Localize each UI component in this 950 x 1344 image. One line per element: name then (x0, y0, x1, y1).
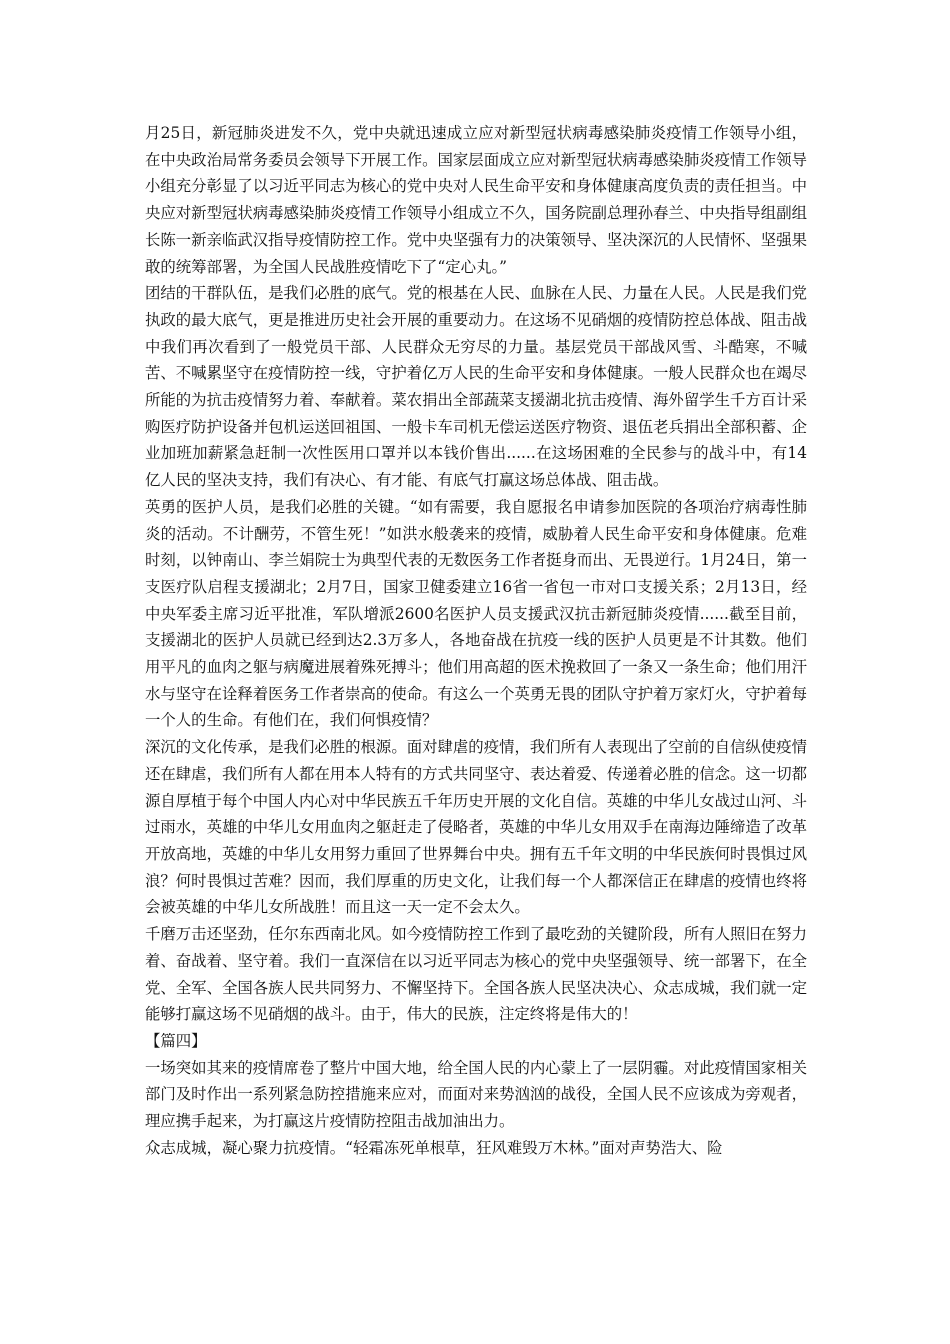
paragraph-2: 团结的干群队伍，是我们必胜的底气。党的根基在人民、血脉在人民、力量在人民。人民是我们党执政的最大底气，更是推进历史社会开展的重要动力。在这场不见硝烟的疫情防控总体战、阻击战中我们再次看到了一般党员干部、人民群众无穷尽的力量。基层党员干部战风雪、斗酷寒，不喊苦、不喊累坚守在疫情防控一线，守护着亿万人民的生命平安和身体健康。一般人民群众也在竭尽所能的为抗击疫情努力着、奉献着。菜农捐出全部蔬菜支援湖北抗击疫情、海外留学生千方百计采购医疗防护设备并包机运送回祖国、一般卡车司机无偿运送医疗物资、退伍老兵捐出全部积蓄、企业加班加薪紧急赶制一次性医用口罩并以本钱价售出......在这场困难的全民参与的战斗中，有14亿人民的坚决支持，我们有决心、有才能、有底气打赢这场总体战、阻击战。 (145, 284, 807, 490)
paragraph-6: 一场突如其来的疫情席卷了整片中国大地，给全国人民的内心蒙上了一层阴霾。对此疫情国家相关部门及时作出一系列紧急防控措施来应对，而面对来势汹汹的战役，全国人民不应该成为旁观者，理应携手起来，为打赢这片疫情防控阻击战加油出力。 (145, 1058, 807, 1131)
paragraph-3: 英勇的医护人员，是我们必胜的关键。“如有需要，我自愿报名申请参加医院的各项治疗病毒性肺炎的活动。不计酬劳，不管生死！”如洪水般袭来的疫情，威胁着人民生命平安和身体健康。危难时刻，以钟南山、李兰娟院士为典型代表的无数医务工作者挺身而出、无畏逆行。1月24日，第一支医疗队启程支援湖北；2月7日，国家卫健委建立16省一省包一市对口支援关系；2月13日，经中央军委主席习近平批准，军队增派2600名医护人员支援武汉抗击新冠肺炎疫情......截至目前，支援湖北的医护人员就已经到达2.3万多人，各地奋战在抗疫一线的医护人员更是不计其数。他们用平凡的血肉之躯与病魔进展着殊死搏斗；他们用高超的医术挽救回了一条又一条生命；他们用汗水与坚守在诠释着医务工作者崇高的使命。有这么一个英勇无畏的团队守护着万家灯火，守护着每一个人的生命。有他们在，我们何惧疫情？ (145, 497, 807, 730)
paragraph-1: 月25日，新冠肺炎进发不久，党中央就迅速成立应对新型冠状病毒感染肺炎疫情工作领导小组，在中央政治局常务委员会领导下开展工作。国家层面成立应对新型冠状病毒感染肺炎疫情工作领导小组充分彰显了以习近平同志为核心的党中央对人民生命平安和身体健康高度负责的责任担当。中央应对新型冠状病毒感染肺炎疫情工作领导小组成立不久，国务院副总理孙春兰、中央指导组副组长陈一新亲临武汉指导疫情防控工作。党中央坚强有力的决策领导、坚决深沉的人民情怀、坚强果敢的统筹部署，为全国人民战胜疫情吃下了“定心丸。” (145, 124, 807, 276)
paragraph-7: 众志成城，凝心聚力抗疫情。“轻霜冻死单根草，狂风难毁万木林。”面对声势浩大、险 (145, 1138, 723, 1157)
paragraph-4: 深沉的文化传承，是我们必胜的根源。面对肆虐的疫情，我们所有人表现出了空前的自信纵使疫情还在肆虐，我们所有人都在用本人特有的方式共同坚守、表达着爱、传递着必胜的信念。这一切都源自厚植于每个中国人内心对中华民族五千年历史开展的文化自信。英雄的中华儿女战过山河、斗过雨水，英雄的中华儿女用血肉之躯赶走了侵略者，英雄的中华儿女用双手在南海边陲缔造了改革开放高地，英雄的中华儿女用努力重回了世界舞台中央。拥有五千年文明的中华民族何时畏惧过风浪？何时畏惧过苦难？因而，我们厚重的历史文化，让我们每一个人都深信正在肆虐的疫情也终将会被英雄的中华儿女所战胜！而且这一天一定不会太久。 (145, 738, 807, 917)
paragraph-5: 千磨万击还坚劲，任尔东西南北风。如今疫情防控工作到了最吃劲的关键阶段，所有人照旧在努力着、奋战着、坚守着。我们一直深信在以习近平同志为核心的党中央坚强领导、统一部署下，在全党、全军、全国各族人民共同努力、不懈坚持下。全国各族人民坚决决心、众志成城，我们就一定能够打赢这场不见硝烟的战斗。由于，伟大的民族，注定终将是伟大的！ (145, 925, 807, 1024)
document-body (145, 120, 807, 1161)
section-heading: 【篇四】 (145, 1031, 207, 1050)
